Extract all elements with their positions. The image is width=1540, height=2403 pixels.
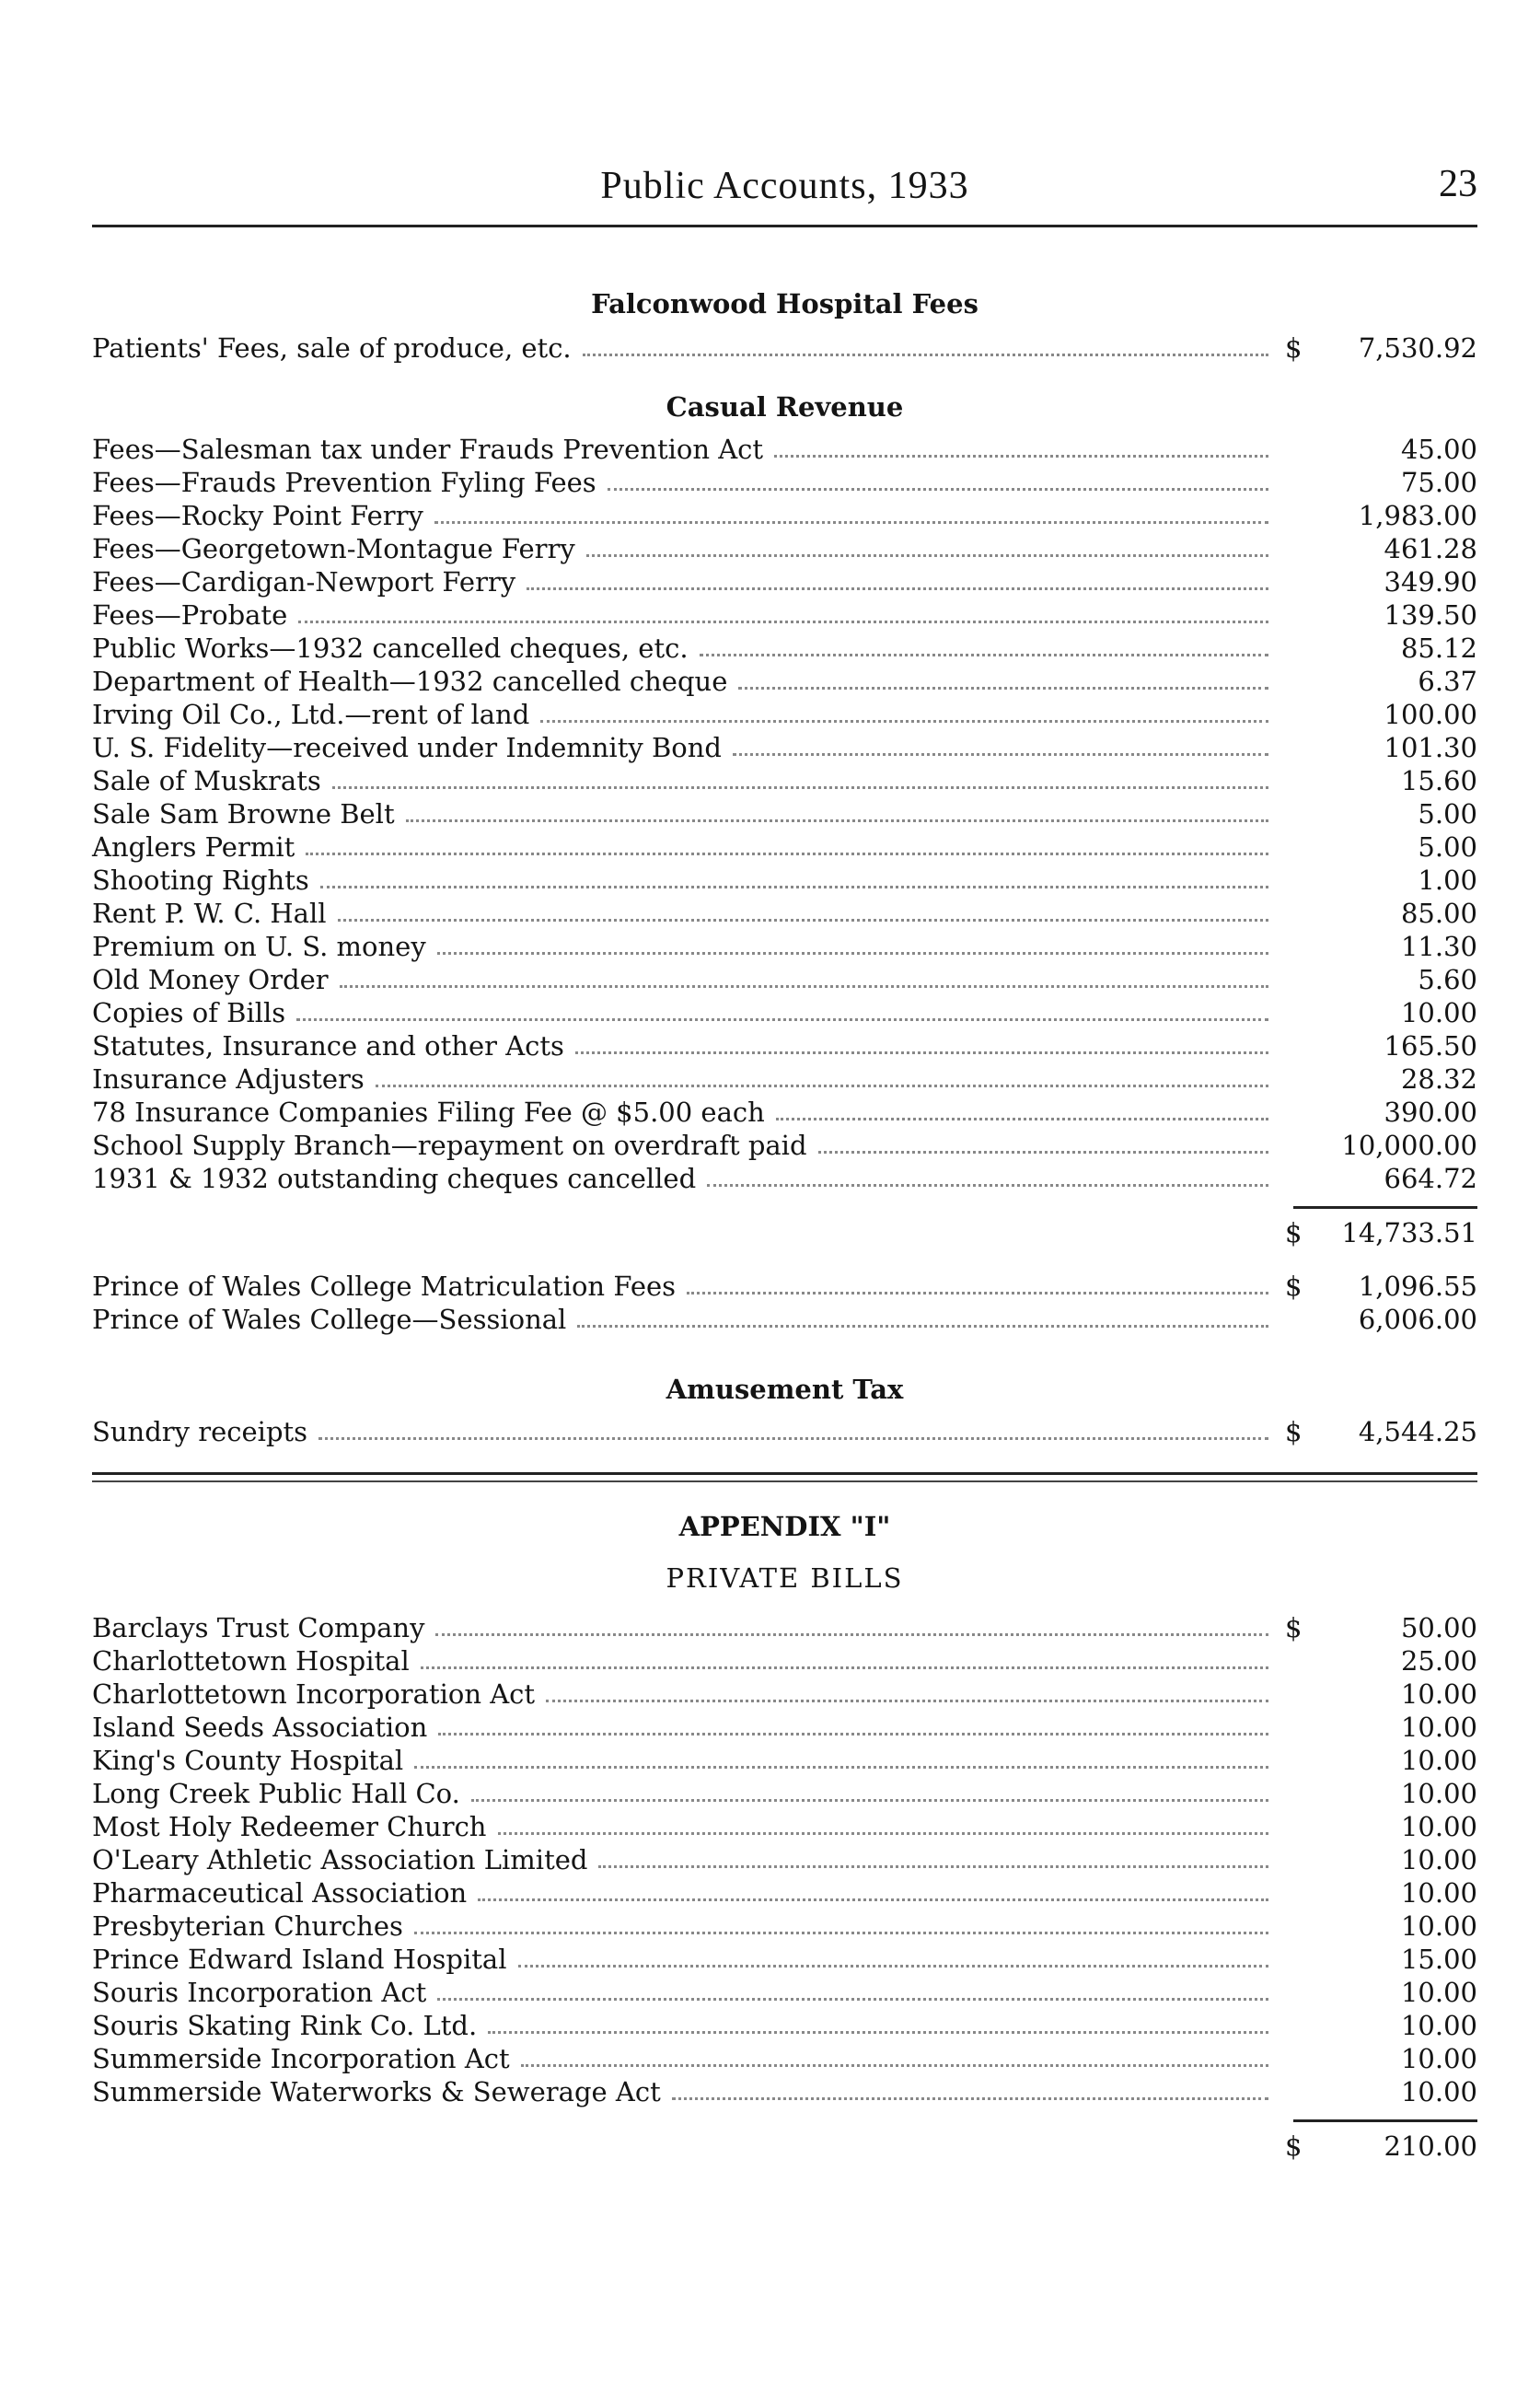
- dot-leader: [318, 1437, 1268, 1440]
- item-description: U. S. Fidelity—received under Indemnity Bond: [92, 732, 722, 763]
- item-amount: 10.00: [1400, 1910, 1477, 1942]
- item-description: Fees—Georgetown-Montague Ferry: [92, 533, 575, 564]
- item-description: Prince Edward Island Hospital: [92, 1944, 507, 1975]
- item-amount: 10.00: [1400, 1977, 1477, 2008]
- item-amount: 349.90: [1384, 566, 1477, 598]
- ledger-row: [92, 532, 1477, 565]
- dot-leader: [376, 1085, 1268, 1087]
- total-rule-wrap: [92, 2119, 1477, 2122]
- item-description: Summerside Waterworks & Sewerage Act: [92, 2076, 661, 2107]
- page-number: 23: [1439, 163, 1477, 205]
- item-amount: 1,983.00: [1358, 500, 1477, 531]
- ledger-row: [92, 764, 1477, 797]
- item-description: Patients' Fees, sale of produce, etc.: [92, 332, 572, 364]
- dot-leader: [434, 521, 1268, 524]
- item-description: Insurance Adjusters: [92, 1063, 365, 1095]
- dot-leader: [338, 919, 1268, 922]
- item-amount: 10.00: [1400, 2043, 1477, 2074]
- running-title: Public Accounts, 1933: [600, 165, 969, 207]
- item-description: Pharmaceutical Association: [92, 1877, 468, 1909]
- item-amount: 5.60: [1418, 964, 1477, 995]
- item-description: Barclays Trust Company: [92, 1612, 425, 1643]
- item-amount: 461.28: [1384, 533, 1477, 564]
- section-divider-secondary: [92, 1480, 1477, 1482]
- falconwood-heading: Falconwood Hospital Fees: [591, 288, 978, 319]
- item-description: Premium on U. S. money: [92, 931, 426, 962]
- item-description: Summerside Incorporation Act: [92, 2043, 510, 2074]
- item-amount: 100.00: [1384, 699, 1477, 730]
- dot-leader: [818, 1151, 1268, 1154]
- ledger-row: [92, 1270, 1477, 1303]
- item-description: Statutes, Insurance and other Acts: [92, 1030, 564, 1062]
- page-content: [92, 276, 1477, 2166]
- amusement-tax-heading: Amusement Tax: [666, 1374, 904, 1405]
- ledger-row: [92, 897, 1477, 930]
- dot-leader: [586, 554, 1268, 557]
- item-description: Presbyterian Churches: [92, 1910, 403, 1942]
- item-description: Copies of Bills: [92, 997, 286, 1028]
- casual-revenue-heading: Casual Revenue: [666, 391, 904, 423]
- ledger-row: [92, 1910, 1477, 1943]
- item-description: Fees—Cardigan-Newport Ferry: [92, 566, 516, 598]
- dot-leader: [498, 1832, 1269, 1835]
- dot-leader: [598, 1865, 1268, 1868]
- ledger-row: [92, 1129, 1477, 1162]
- currency-symbol: $: [1285, 1217, 1303, 1248]
- dot-leader: [471, 1799, 1268, 1802]
- dot-leader: [414, 1932, 1268, 1934]
- dot-leader: [435, 1633, 1268, 1636]
- item-amount: 10.00: [1400, 1811, 1477, 1842]
- ledger-row: [92, 996, 1477, 1029]
- item-amount: 664.72: [1384, 1163, 1477, 1194]
- item-amount: 15.60: [1400, 765, 1477, 796]
- dot-leader: [437, 1998, 1268, 2001]
- ledger-row: [92, 1415, 1477, 1448]
- item-description: Long Creek Public Hall Co.: [92, 1778, 460, 1809]
- item-description: Rent P. W. C. Hall: [92, 898, 327, 929]
- dot-leader: [527, 587, 1268, 590]
- ledger-row: [92, 1644, 1477, 1677]
- ledger-row: [92, 466, 1477, 499]
- ledger-row: [92, 433, 1477, 466]
- dot-leader: [577, 1325, 1268, 1328]
- ledger-row: [92, 499, 1477, 532]
- dot-leader: [298, 621, 1268, 623]
- ledger-row: [92, 1096, 1477, 1129]
- casual-revenue-list: [92, 433, 1477, 1195]
- currency-symbol: $: [1285, 1612, 1303, 1643]
- item-amount: 165.50: [1384, 1030, 1477, 1062]
- ledger-row: [92, 1777, 1477, 1810]
- dot-leader: [687, 1292, 1268, 1294]
- ledger-row: [92, 731, 1477, 764]
- dot-leader: [438, 1733, 1268, 1736]
- ledger-row: [92, 797, 1477, 830]
- item-amount: 85.00: [1400, 898, 1477, 929]
- item-amount: 101.30: [1384, 732, 1477, 763]
- dot-leader: [707, 1184, 1268, 1187]
- ledger-row: [92, 1843, 1477, 1876]
- item-description: King's County Hospital: [92, 1745, 404, 1776]
- ledger-row: [92, 1810, 1477, 1843]
- total-rule: [1293, 1206, 1477, 1209]
- ledger-row: [92, 1677, 1477, 1711]
- item-amount: 7,530.92: [1358, 332, 1477, 364]
- private-bills-total: [92, 2126, 1477, 2166]
- private-bills-heading: PRIVATE BILLS: [666, 1562, 904, 1594]
- item-description: Sale Sam Browne Belt: [92, 798, 395, 830]
- dot-leader: [306, 853, 1268, 855]
- item-description: Souris Skating Rink Co. Ltd.: [92, 2010, 478, 2041]
- item-description: Charlottetown Incorporation Act: [92, 1678, 536, 1710]
- ledger-row: [92, 1303, 1477, 1336]
- dot-leader: [546, 1700, 1268, 1702]
- item-description: Fees—Probate: [92, 599, 288, 631]
- currency-symbol: $: [1285, 2130, 1303, 2162]
- item-amount: 10.00: [1400, 2076, 1477, 2107]
- ledger-row: [92, 331, 1477, 365]
- dot-leader: [478, 1898, 1268, 1901]
- item-amount: 6,006.00: [1358, 1304, 1477, 1335]
- dot-leader: [332, 786, 1268, 789]
- ledger-row: [92, 1876, 1477, 1910]
- item-amount: 10.00: [1400, 1877, 1477, 1909]
- item-description: Fees—Frauds Prevention Fyling Fees: [92, 467, 596, 498]
- dot-leader: [320, 886, 1268, 888]
- currency-symbol: $: [1285, 1271, 1303, 1302]
- item-amount: 139.50: [1384, 599, 1477, 631]
- item-description: Anglers Permit: [92, 831, 295, 863]
- item-description: Irving Oil Co., Ltd.—rent of land: [92, 699, 530, 730]
- item-amount: 390.00: [1384, 1097, 1477, 1128]
- item-amount: 10.00: [1400, 1745, 1477, 1776]
- item-description: Sundry receipts: [92, 1416, 308, 1447]
- item-description: Fees—Rocky Point Ferry: [92, 500, 423, 531]
- dot-leader: [733, 753, 1268, 756]
- item-amount: 4,544.25: [1358, 1416, 1477, 1447]
- private-bills-list: [92, 1611, 1477, 2108]
- item-description: Old Money Order: [92, 964, 329, 995]
- ledger-row: [92, 930, 1477, 963]
- item-description: Prince of Wales College Matriculation Fees: [92, 1271, 677, 1302]
- dot-leader: [437, 952, 1268, 955]
- dot-leader: [406, 819, 1268, 822]
- casual-revenue-total: [92, 1213, 1477, 1253]
- dot-leader: [540, 720, 1268, 723]
- dot-leader: [583, 354, 1268, 356]
- dot-leader: [575, 1051, 1268, 1054]
- item-amount: 10.00: [1400, 1712, 1477, 1743]
- item-amount: 10.00: [1400, 1678, 1477, 1710]
- item-amount: 6.37: [1418, 666, 1477, 697]
- item-amount: 10.00: [1400, 1844, 1477, 1875]
- item-description: Public Works—1932 cancelled cheques, etc.: [92, 633, 689, 664]
- item-description: Shooting Rights: [92, 865, 309, 896]
- ledger-row: [92, 1711, 1477, 1744]
- item-description: 78 Insurance Companies Filing Fee @ $5.00 each: [92, 1097, 765, 1128]
- item-description: Charlottetown Hospital: [92, 1645, 410, 1677]
- dot-leader: [608, 488, 1268, 491]
- item-description: Prince of Wales College—Sessional: [92, 1304, 567, 1335]
- ledger-row: [92, 2075, 1477, 2108]
- item-amount: 1,096.55: [1358, 1271, 1477, 1302]
- appendix-heading: APPENDIX "I": [678, 1511, 891, 1542]
- currency-symbol: $: [1285, 1416, 1303, 1447]
- ledger-row: [92, 598, 1477, 632]
- dot-leader: [672, 2097, 1268, 2100]
- item-description: Sale of Muskrats: [92, 765, 321, 796]
- dot-leader: [774, 455, 1268, 458]
- item-description: School Supply Branch—repayment on overdraft paid: [92, 1130, 807, 1161]
- ledger-row: [92, 1029, 1477, 1062]
- item-description: Souris Incorporation Act: [92, 1977, 427, 2008]
- dot-leader: [414, 1766, 1268, 1769]
- item-description: 1931 & 1932 outstanding cheques cancelled: [92, 1163, 697, 1194]
- currency-symbol: $: [1285, 332, 1303, 364]
- item-description: O'Leary Athletic Association Limited: [92, 1844, 588, 1875]
- item-amount: 45.00: [1400, 434, 1477, 465]
- ledger-row: [92, 1611, 1477, 1644]
- total-amount: 210.00: [1384, 2130, 1477, 2162]
- item-amount: 50.00: [1400, 1612, 1477, 1643]
- ledger-row: [92, 665, 1477, 698]
- item-amount: 10.00: [1400, 997, 1477, 1028]
- item-amount: 5.00: [1418, 831, 1477, 863]
- ledger-row: [92, 1976, 1477, 2009]
- item-description: Fees—Salesman tax under Frauds Prevention Act: [92, 434, 764, 465]
- total-amount: 14,733.51: [1341, 1217, 1477, 1248]
- item-amount: 15.00: [1400, 1944, 1477, 1975]
- total-rule-wrap: [92, 1206, 1477, 1209]
- dot-leader: [340, 985, 1268, 988]
- ledger-row: [92, 632, 1477, 665]
- ledger-row: [92, 864, 1477, 897]
- ledger-row: [92, 2009, 1477, 2042]
- item-description: Most Holy Redeemer Church: [92, 1811, 487, 1842]
- ledger-row: [92, 1062, 1477, 1096]
- page-header: [92, 162, 1477, 226]
- falconwood-list: [92, 331, 1477, 365]
- ledger-row: [92, 830, 1477, 864]
- pwc-fees-list: [92, 1270, 1477, 1336]
- total-rule: [1293, 2119, 1477, 2122]
- dot-leader: [421, 1666, 1268, 1669]
- item-description: Department of Health—1932 cancelled cheque: [92, 666, 728, 697]
- dot-leader: [738, 687, 1268, 690]
- ledger-row: [92, 1744, 1477, 1777]
- dot-leader: [776, 1118, 1268, 1120]
- item-amount: 10.00: [1400, 2010, 1477, 2041]
- dot-leader: [521, 2064, 1268, 2067]
- section-divider: [92, 1472, 1477, 1475]
- item-amount: 25.00: [1400, 1645, 1477, 1677]
- ledger-row: [92, 698, 1477, 731]
- item-amount: 75.00: [1400, 467, 1477, 498]
- dot-leader: [700, 654, 1268, 656]
- dot-leader: [518, 1965, 1269, 1968]
- item-amount: 85.12: [1400, 633, 1477, 664]
- item-amount: 10,000.00: [1341, 1130, 1477, 1161]
- ledger-row: [92, 1943, 1477, 1976]
- item-amount: 10.00: [1400, 1778, 1477, 1809]
- item-description: Island Seeds Association: [92, 1712, 428, 1743]
- ledger-row: [92, 565, 1477, 598]
- amusement-tax-list: [92, 1415, 1477, 1448]
- ledger-row: [92, 1162, 1477, 1195]
- item-amount: 5.00: [1418, 798, 1477, 830]
- dot-leader: [296, 1018, 1268, 1021]
- item-amount: 11.30: [1400, 931, 1477, 962]
- ledger-row: [92, 963, 1477, 996]
- header-rule: [92, 225, 1477, 227]
- item-amount: 1.00: [1418, 865, 1477, 896]
- item-amount: 28.32: [1400, 1063, 1477, 1095]
- ledger-row: [92, 2042, 1477, 2075]
- dot-leader: [488, 2031, 1268, 2034]
